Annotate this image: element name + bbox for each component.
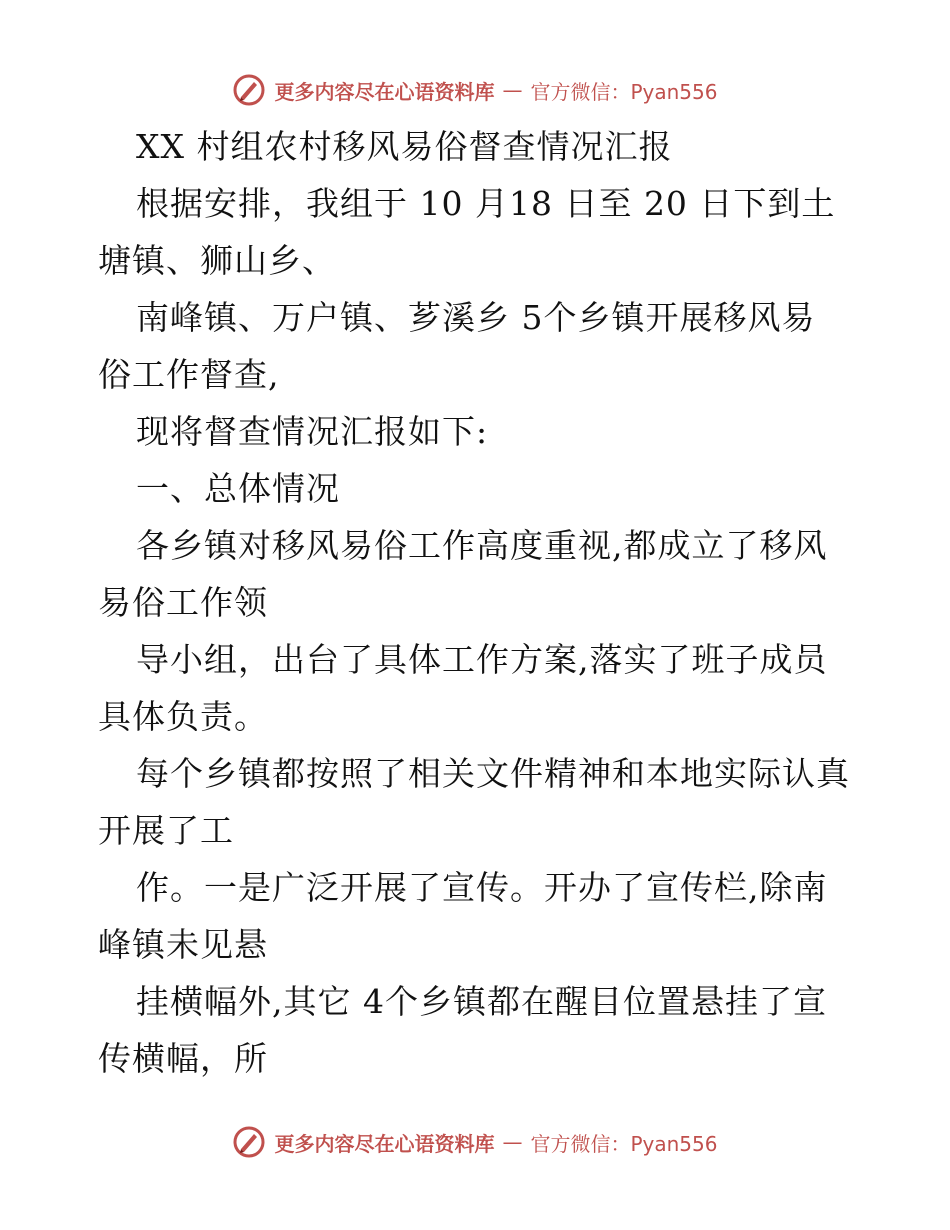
paragraph-line: 每个乡镇都按照了相关文件精神和本地实际认真: [136, 754, 850, 793]
watermark-wechat-text: 官方微信：Pyan556: [530, 1131, 718, 1156]
watermark-main-text: 更多内容尽在心语资料库: [274, 79, 495, 104]
pen-logo-icon: [232, 73, 266, 107]
paragraph-line: 具体负责。: [98, 697, 268, 736]
paragraph-line: 开展了工: [98, 811, 234, 850]
watermark-separator: —: [502, 1130, 523, 1154]
paragraph-line: 挂横幅外,其它 4个乡镇都在醒目位置悬挂了宣: [136, 982, 827, 1021]
paragraph-line: 现将督查情况汇报如下:: [136, 412, 489, 451]
document-title: XX 村组农村移风易俗督查情况汇报: [136, 127, 673, 166]
paragraph-line: 导小组，出台了具体工作方案,落实了班子成员: [136, 640, 828, 679]
paragraph-line: 根据安排，我组于 10 月18 日至 20 日下到土: [136, 184, 836, 223]
pen-logo-icon: [232, 1125, 266, 1159]
paragraph-line: 峰镇未见悬: [98, 925, 268, 964]
paragraph-line: 南峰镇、万户镇、芗溪乡 5个乡镇开展移风易: [136, 298, 816, 337]
paragraph-line: 塘镇、狮山乡、: [98, 241, 336, 280]
watermark-main-text: 更多内容尽在心语资料库: [274, 1131, 495, 1156]
paragraph-line: 各乡镇对移风易俗工作高度重视,都成立了移风: [136, 526, 828, 565]
watermark-separator: —: [502, 78, 523, 102]
paragraph-line: 易俗工作领: [98, 583, 268, 622]
section-heading: 一、总体情况: [136, 469, 340, 508]
footer-watermark: [0, 1122, 950, 1162]
header-watermark: [0, 70, 950, 110]
paragraph-line: 传横幅，所: [98, 1039, 268, 1078]
paragraph-line: 俗工作督查,: [98, 355, 280, 394]
document-body: [98, 118, 858, 1087]
paragraph-line: 作。一是广泛开展了宣传。开办了宣传栏,除南: [136, 868, 828, 907]
watermark-wechat-text: 官方微信：Pyan556: [530, 79, 718, 104]
